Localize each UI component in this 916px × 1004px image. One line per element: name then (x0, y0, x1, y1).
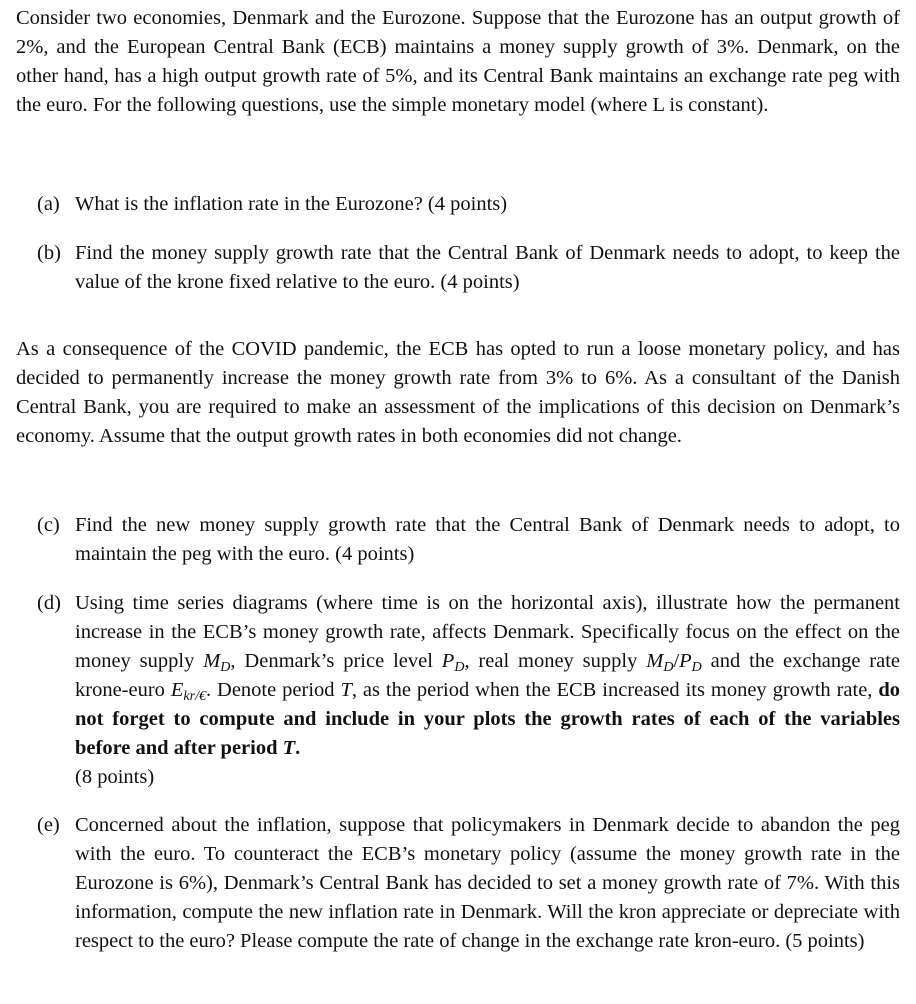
money-supply-subscript: D (220, 660, 231, 675)
intro-paragraph: Consider two economies, Denmark and the Eurozone. Suppose that the Eurozone has an output growth of 2%, and the European Central Bank (ECB) maintains a money supply growth of 3%. Denmark, on the other hand, has a high output growth rate of 5%, and its Central Bank maintains an exchange rate peg with the euro. For the following questions, use the simple monetary model (where L is constant). (16, 7, 900, 116)
question-a-label: (a) (37, 193, 60, 215)
question-d-part5: . Denote period (205, 679, 335, 701)
question-c-text: Find the new money supply growth rate that the Central Bank of Denmark needs to adopt, to maintain the peg with the euro. (4 points) (75, 514, 900, 565)
real-money-denominator-subscript: D (691, 660, 702, 675)
question-e-label: (e) (37, 814, 60, 836)
real-money-denominator: P (679, 650, 692, 672)
question-c (37, 511, 900, 569)
question-b-text: Find the money supply growth rate that the Central Bank of Denmark needs to adopt, to keep the value of the krone fixed relative to the euro. (4 points) (75, 242, 900, 293)
question-e (37, 811, 900, 956)
question-b-label: (b) (37, 242, 61, 264)
question-d-part2: , Denmark’s price level (230, 650, 433, 672)
question-d-part4: and the exchange rate krone-euro (75, 650, 901, 701)
period-t-symbol: T (340, 679, 352, 701)
question-a-text: What is the inflation rate in the Eurozone? (4 points) (75, 193, 508, 215)
question-b (37, 239, 900, 297)
price-level-subscript: D (454, 660, 465, 675)
question-d-text (75, 589, 900, 792)
question-d-points: (8 points) (75, 766, 155, 788)
real-money-numerator: M (646, 650, 664, 672)
question-d-bold-text: do not forget to compute and include in your plots the growth rates of each of the variables before and after period (75, 679, 901, 759)
real-money-numerator-subscript: D (663, 660, 674, 675)
question-a (37, 190, 900, 219)
question-c-label: (c) (37, 514, 60, 536)
question-d-part6: , as the period when the ECB increased its money growth rate, (351, 679, 873, 701)
question-d-part3: , real money supply (464, 650, 638, 672)
exchange-rate-symbol: E (170, 679, 184, 701)
money-supply-symbol: M (203, 650, 221, 672)
question-d-bold-end: . (295, 737, 301, 759)
question-d-label: (d) (37, 592, 61, 614)
exchange-rate-subscript: kr/€ (183, 689, 206, 704)
question-d (37, 589, 900, 792)
real-money-slash: / (673, 650, 680, 672)
question-d-part1: Using time series diagrams (where time is on the horizontal axis), illustrate how the permanent increase in the ECB’s money growth rate, affects Denmark. Specifically focus on the effect on the money supply (75, 592, 900, 672)
question-e-text: Concerned about the inflation, suppose that policymakers in Denmark decide to abandon the peg with the euro. To counteract the ECB’s monetary policy (assume the money growth rate in the Eurozone is 6%), Denmark’s Central Bank has decided to set a money growth rate of 7%. With this information, compute the new inflation rate in Denmark. Will the kron appreciate or depreciate with respect to the euro? Please compute the rate of change in the exchange rate kron-euro. (5 points) (75, 814, 900, 952)
period-t-bold-symbol: T (282, 737, 296, 759)
price-level-symbol: P (441, 650, 455, 672)
context-paragraph: As a consequence of the COVID pandemic, the ECB has opted to run a loose monetary policy, and has decided to permanently increase the money growth rate from 3% to 6%. As a consultant of the Danish Central Bank, you are required to make an assessment of the implications of this decision on Denmark’s economy. Assume that the output growth rates in both economies did not change. (16, 338, 900, 447)
